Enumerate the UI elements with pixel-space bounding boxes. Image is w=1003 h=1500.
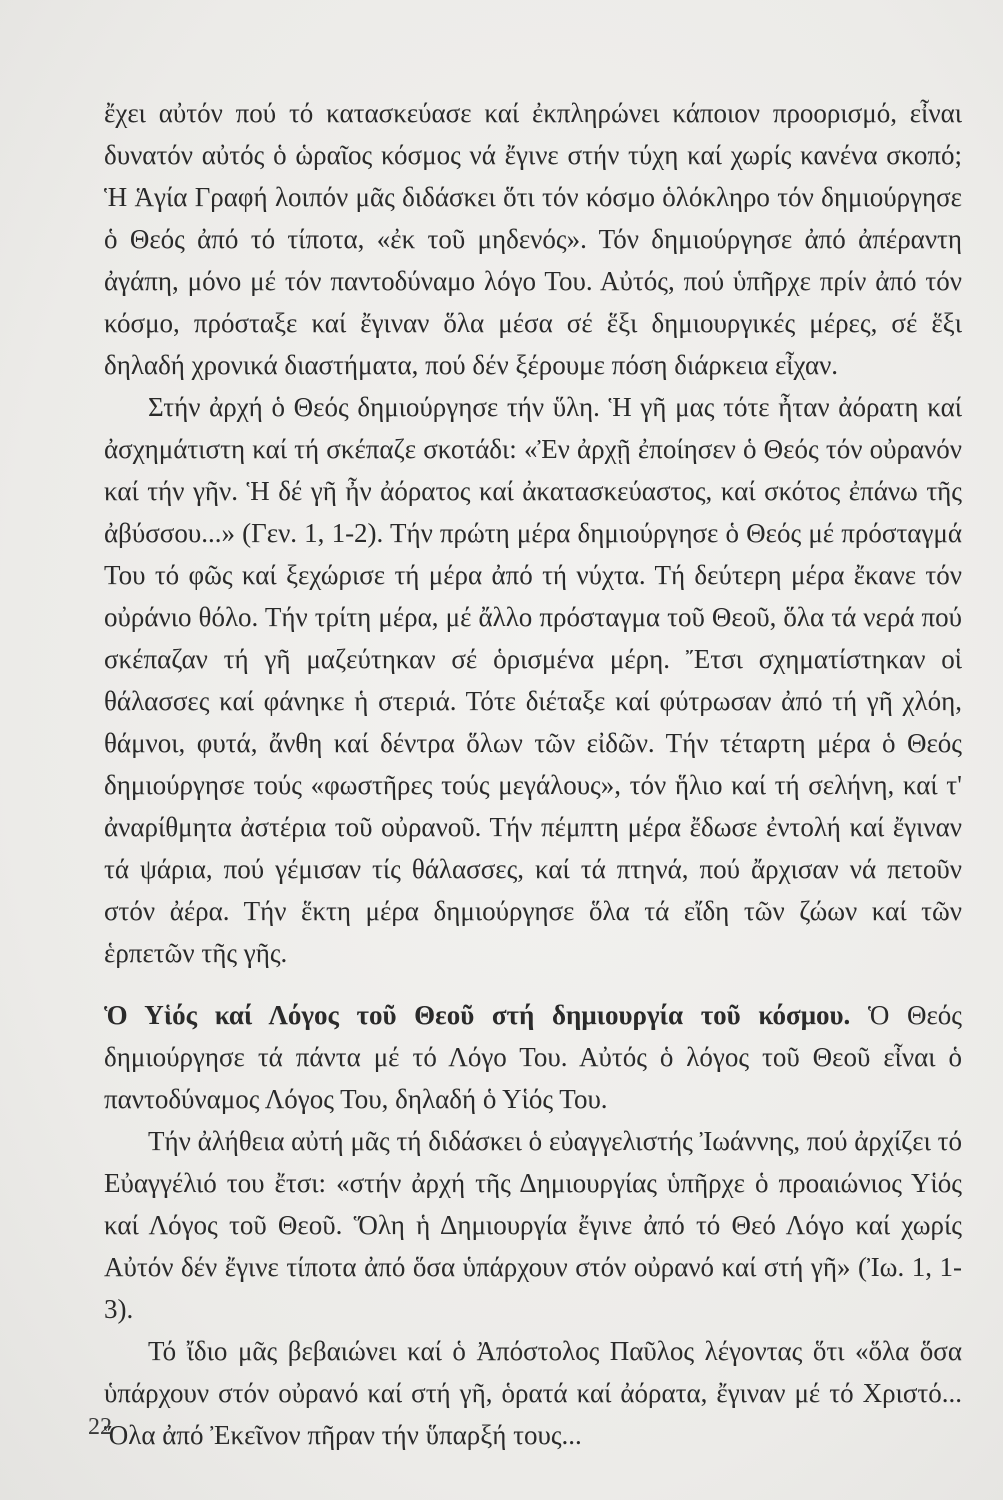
section-heading: Ὁ Υἱός καί Λόγος τοῦ Θεοῦ στή δημιουργία τοῦ κόσμου.	[104, 1000, 851, 1030]
section-paragraph	[104, 994, 962, 1120]
paragraph-john-gospel: Τήν ἀλήθεια αὐτή μᾶς τή διδάσκει ὁ εὐαγγελιστής Ἰωάννης, πού ἀρχίζει τό Εὐαγγέλιό του ἔτσι: «στήν ἀρχή τῆς Δημιουργίας ὑπῆρχε ὁ προαιώνιος Υἱός καί Λόγος τοῦ Θεοῦ. Ὅλη ἡ Δημιουργία ἔγινε ἀπό τό Θεό Λόγο καί χωρίς Αὐτόν δέν ἔγινε τίποτα ἀπό ὅσα ὑπάρχουν στόν οὐρανό καί στή γῆ» (Ἰω. 1, 1-3).	[104, 1126, 962, 1324]
paragraph-six-days: Στήν ἀρχή ὁ Θεός δημιούργησε τήν ὕλη. Ἡ γῆ μας τότε ἦταν ἀόρατη καί ἀσχημάτιστη καί τή σκέπαζε σκοτάδι: «Ἐν ἀρχῇ ἐποίησεν ὁ Θεός τόν οὐρανόν καί τήν γῆν. Ἡ δέ γῆ ἦν ἀόρατος καί ἀκατασκεύαστος, καί σκότος ἐπάνω τῆς ἀβύσσου...» (Γεν. 1, 1-2). Τήν πρώτη μέρα δημιούργησε ὁ Θεός μέ πρόσταγμά Του τό φῶς καί ξεχώρισε τή μέρα ἀπό τή νύχτα. Τή δεύτερη μέρα ἔκανε τόν οὐράνιο θόλο. Τήν τρίτη μέρα, μέ ἄλλο πρόσταγμα τοῦ Θεοῦ, ὅλα τά νερά πού σκέπαζαν τή γῆ μαζεύτηκαν σέ ὁρισμένα μέρη. Ἔτσι σχηματίστηκαν οἱ θάλασσες καί φάνηκε ἡ στεριά. Τότε διέταξε καί φύτρωσαν ἀπό τή γῆ χλόη, θάμνοι, φυτά, ἄνθη καί δέντρα ὅλων τῶν εἰδῶν. Τήν τέταρτη μέρα ὁ Θεός δημιούργησε τούς «φωστῆρες τούς μεγάλους», τόν ἥλιο καί τή σελήνη, καί τ' ἀναρίθμητα ἀστέρια τοῦ οὐρανοῦ. Τήν πέμπτη μέρα ἔδωσε ἐντολή καί ἔγιναν τά ψάρια, πού γέμισαν τίς θάλασσες, καί τά πτηνά, πού ἄρχισαν νά πετοῦν στόν ἀέρα. Τήν ἕκτη μέρα δημιούργησε ὅλα τά εἴδη τῶν ζώων καί τῶν ἑρπετῶν τῆς γῆς.	[104, 392, 962, 968]
paragraph-apostle-paul: Τό ἴδιο μᾶς βεβαιώνει καί ὁ Ἀπόστολος Παῦλος λέγοντας ὅτι «ὅλα ὅσα ὑπάρχουν στόν οὐρανό καί στή γῆ, ὁρατά καί ἀόρατα, ἔγιναν μέ τό Χριστό... Ὅλα ἀπό Ἐκεῖνον πῆραν τήν ὕπαρξή τους...	[104, 1336, 962, 1450]
body-text	[104, 92, 962, 1456]
paragraph-creation-purpose: ἔχει αὐτόν πού τό κατασκεύασε καί ἐκπληρώνει κάποιον προορισμό, εἶναι δυνατόν αὐτός ὁ ὡραῖος κόσμος νά ἔγινε στήν τύχη καί χωρίς κανένα σκοπό; Ἡ Ἁγία Γραφή λοιπόν μᾶς διδάσκει ὅτι τόν κόσμο ὁλόκληρο τόν δημιούργησε ὁ Θεός ἀπό τό τίποτα, «ἐκ τοῦ μηδενός». Τόν δημιούργησε ἀπό ἀπέραντη ἀγάπη, μόνο μέ τόν παντοδύναμο λόγο Του. Αὐτός, πού ὑπῆρχε πρίν ἀπό τόν κόσμο, πρόσταξε καί ἔγιναν ὅλα μέσα σέ ἕξι δημιουργικές μέρες, σέ ἕξι δηλαδή χρονικά διαστήματα, πού δέν ξέρουμε πόση διάρκεια εἶχαν.	[104, 98, 962, 380]
page-number: 22	[88, 1414, 112, 1440]
section-heading-continuation: Ὁ Θεός δημιούργησε τά πάντα μέ τό Λόγο Του. Αὐτός ὁ λόγος τοῦ Θεοῦ εἶναι ὁ παντοδύναμος Λόγος Του, δηλαδή ὁ Υἱός Του.	[104, 1000, 962, 1114]
